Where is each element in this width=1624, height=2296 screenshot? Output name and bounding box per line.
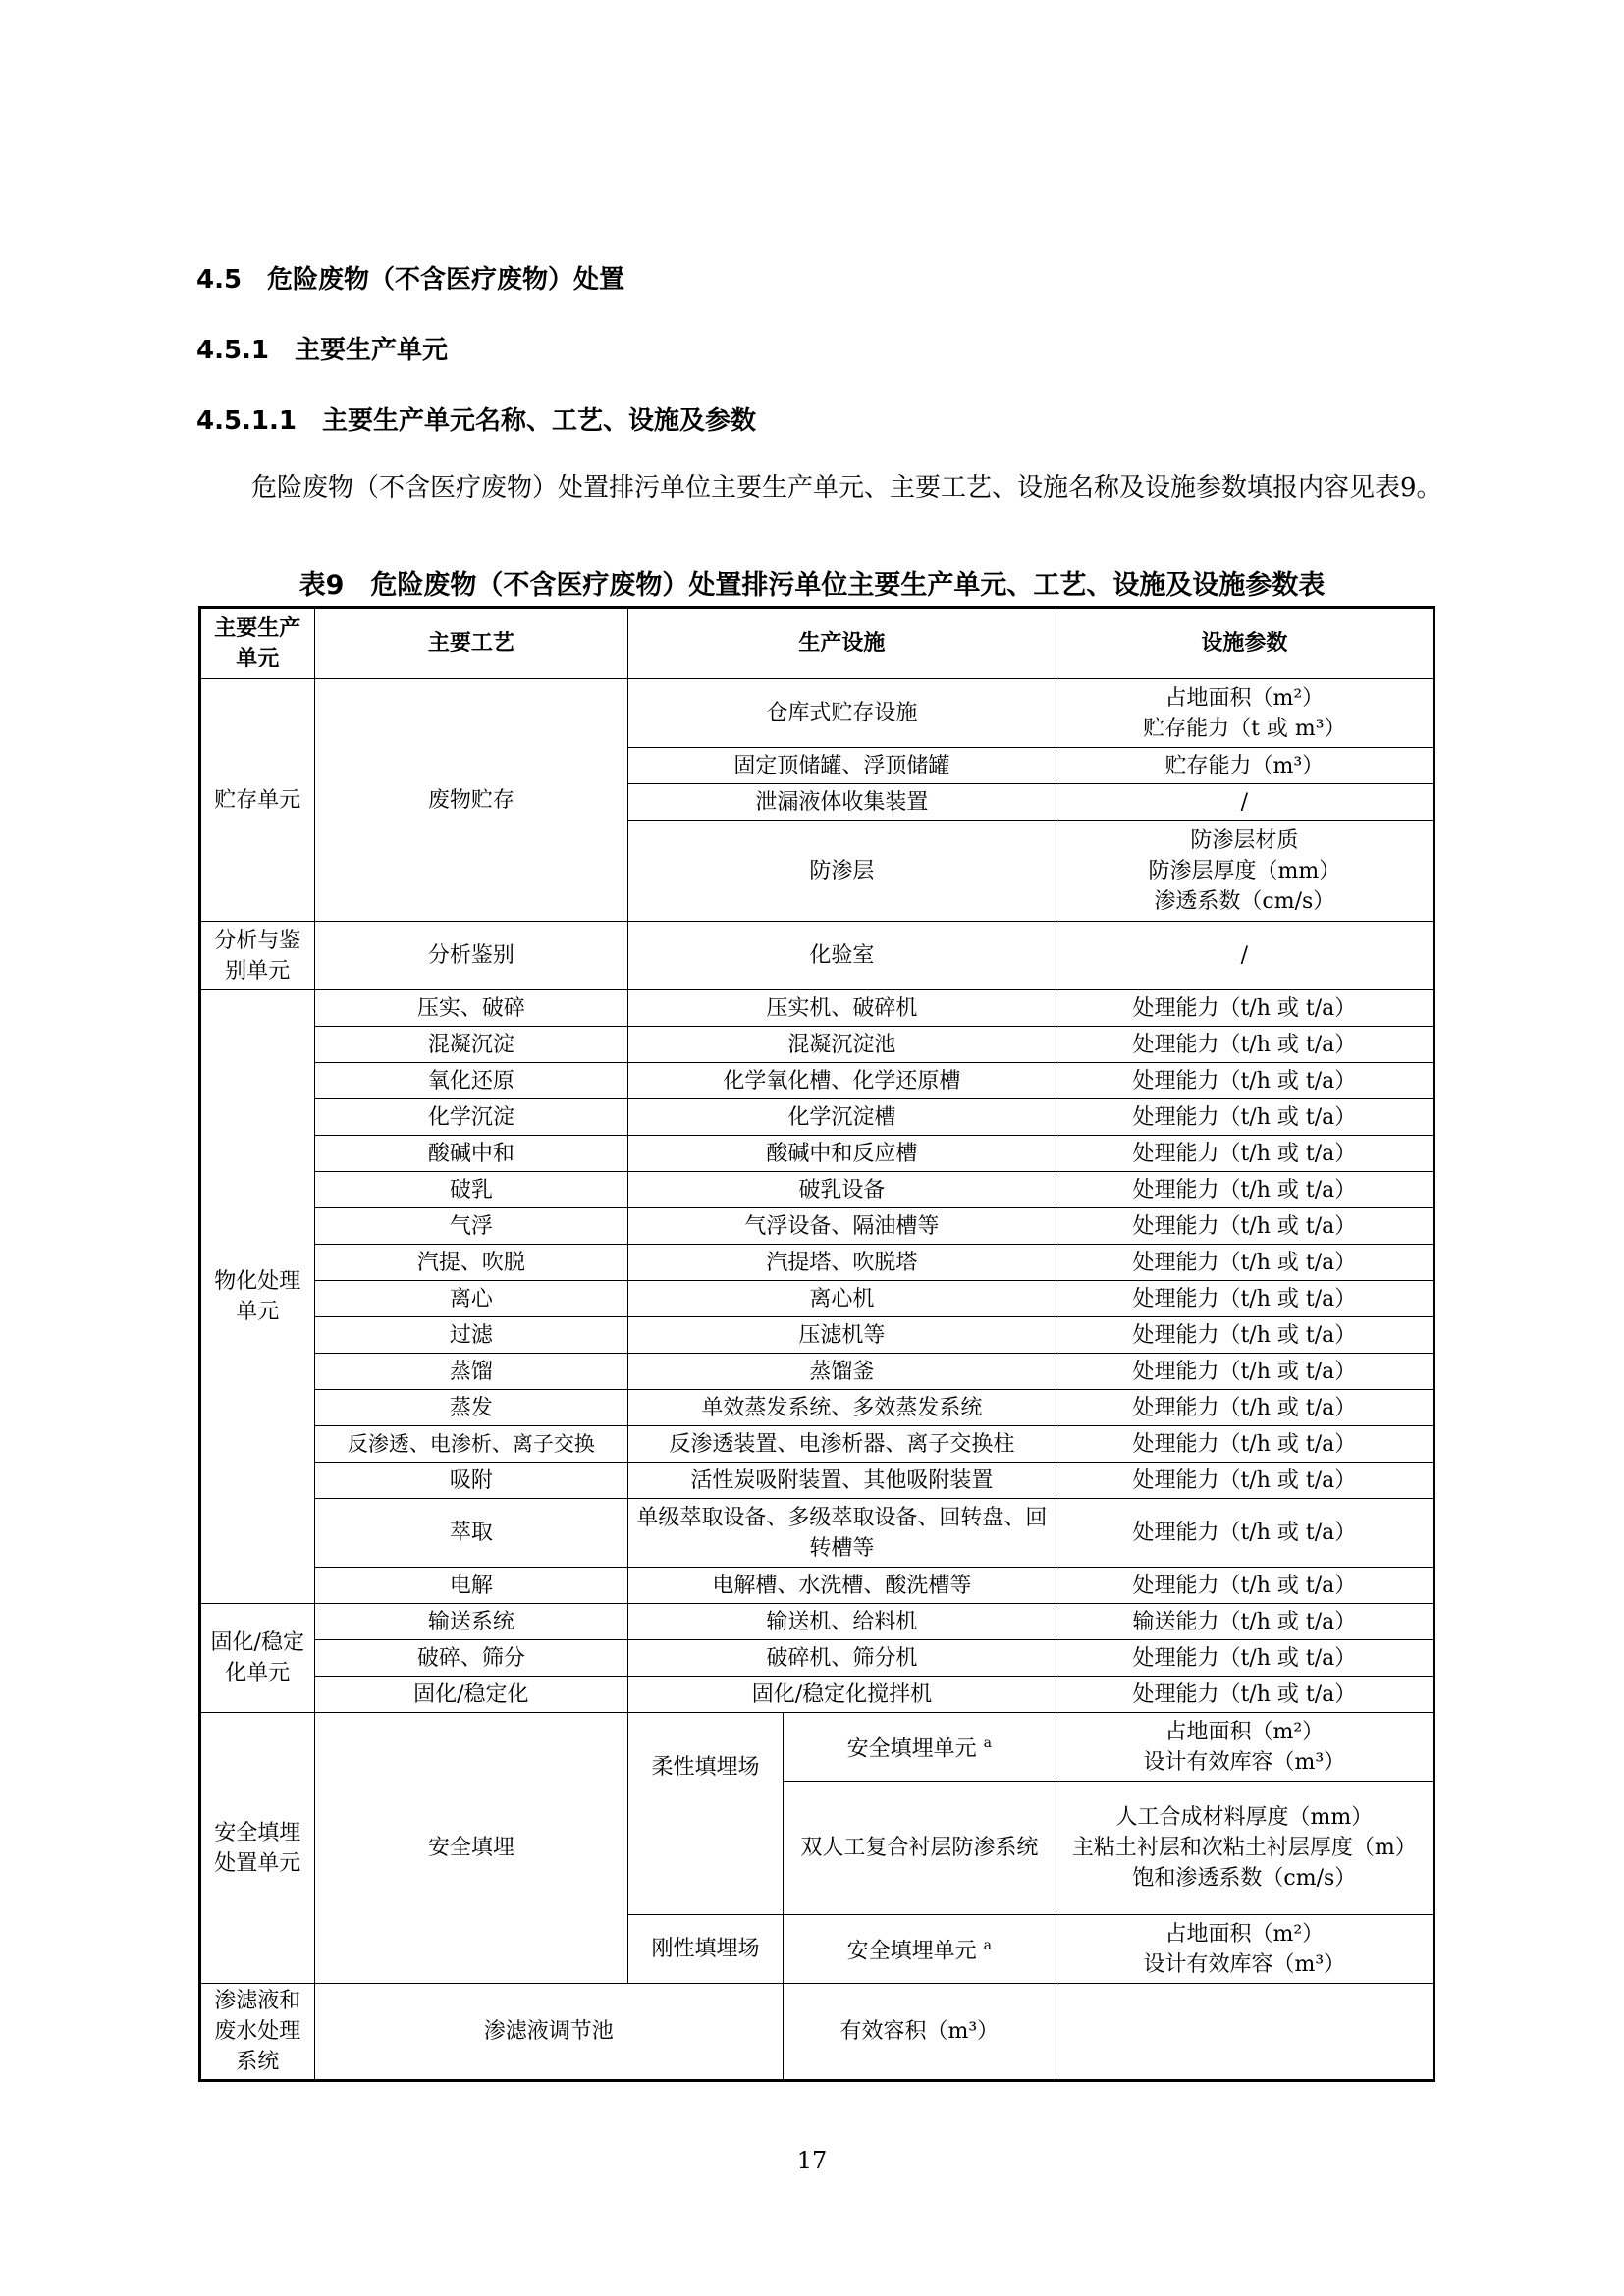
flexible-landfill-cell: 柔性填埋场 bbox=[628, 1713, 784, 1915]
page-number: 17 bbox=[796, 2147, 828, 2174]
process-cell: 化学沉淀 bbox=[314, 1099, 628, 1136]
header-params: 设施参数 bbox=[1056, 608, 1434, 679]
table-row bbox=[200, 1713, 1435, 1782]
process-cell: 蒸发 bbox=[314, 1390, 628, 1426]
header-facility: 生产设施 bbox=[628, 608, 1056, 679]
params-cell: 输送能力（t/h 或 t/a） bbox=[1056, 1604, 1434, 1640]
params-cell: 处理能力（t/h 或 t/a） bbox=[1056, 1426, 1434, 1463]
section-heading-4-5: 4.5 危险废物（不含医疗废物）处置 bbox=[196, 265, 625, 294]
params-cell: 处理能力（t/h 或 t/a） bbox=[1056, 1172, 1434, 1208]
process-cell: 固化/稳定化 bbox=[314, 1677, 628, 1713]
table-row bbox=[200, 1172, 1435, 1208]
table-row bbox=[200, 1063, 1435, 1099]
table-row bbox=[200, 1984, 1435, 2081]
unit-cell: 物化处理单元 bbox=[200, 990, 315, 1604]
params-cell: 处理能力（t/h 或 t/a） bbox=[1056, 1463, 1434, 1499]
table-row bbox=[200, 1027, 1435, 1063]
params-cell: 人工合成材料厚度（mm） 主粘土衬层和次粘土衬层厚度（m） 饱和渗透系数（cm/s） bbox=[1056, 1782, 1434, 1915]
process-cell: 电解 bbox=[314, 1568, 628, 1604]
process-cell: 分析鉴别 bbox=[314, 922, 628, 990]
facility-cell: 蒸馏釜 bbox=[628, 1354, 1056, 1390]
params-cell: / bbox=[1056, 784, 1434, 821]
table-row bbox=[200, 1426, 1435, 1463]
process-cell: 酸碱中和 bbox=[314, 1136, 628, 1172]
table-row bbox=[200, 922, 1435, 990]
params-cell: 处理能力（t/h 或 t/a） bbox=[1056, 1136, 1434, 1172]
params-cell: 占地面积（m²） 设计有效库容（m³） bbox=[1056, 1713, 1434, 1782]
params-cell: / bbox=[1056, 922, 1434, 990]
process-cell: 氧化还原 bbox=[314, 1063, 628, 1099]
process-cell: 过滤 bbox=[314, 1317, 628, 1354]
params-cell: 处理能力（t/h 或 t/a） bbox=[1056, 1317, 1434, 1354]
params-cell: 处理能力（t/h 或 t/a） bbox=[1056, 1208, 1434, 1245]
table-row bbox=[200, 1604, 1435, 1640]
params-cell: 处理能力（t/h 或 t/a） bbox=[1056, 1245, 1434, 1281]
facility-cell: 活性炭吸附装置、其他吸附装置 bbox=[628, 1463, 1056, 1499]
params-cell: 处理能力（t/h 或 t/a） bbox=[1056, 1027, 1434, 1063]
table-row bbox=[200, 1317, 1435, 1354]
params-cell: 处理能力（t/h 或 t/a） bbox=[1056, 1281, 1434, 1317]
params-cell: 处理能力（t/h 或 t/a） bbox=[1056, 1390, 1434, 1426]
table-row bbox=[200, 679, 1435, 748]
params-cell: 处理能力（t/h 或 t/a） bbox=[1056, 1568, 1434, 1604]
process-cell: 混凝沉淀 bbox=[314, 1027, 628, 1063]
facility-cell: 压滤机等 bbox=[628, 1317, 1056, 1354]
process-cell: 萃取 bbox=[314, 1499, 628, 1568]
params-cell: 有效容积（m³） bbox=[783, 1984, 1056, 2081]
facility-cell: 防渗层 bbox=[628, 821, 1056, 922]
facility-cell: 安全填埋单元 $^a$ bbox=[783, 1713, 1056, 1782]
process-cell: 压实、破碎 bbox=[314, 990, 628, 1027]
table-caption: 表9 危险废物（不含医疗废物）处置排污单位主要生产单元、工艺、设施及设施参数表 bbox=[298, 570, 1326, 601]
unit-cell: 固化/稳定化单元 bbox=[200, 1604, 315, 1713]
params-cell: 防渗层材质 防渗层厚度（mm） 渗透系数（cm/s） bbox=[1056, 821, 1434, 922]
facility-cell: 电解槽、水洗槽、酸洗槽等 bbox=[628, 1568, 1056, 1604]
facility-cell: 气浮设备、隔油槽等 bbox=[628, 1208, 1056, 1245]
facility-cell: 双人工复合衬层防渗系统 bbox=[783, 1782, 1056, 1915]
table-row bbox=[200, 1568, 1435, 1604]
process-cell: 气浮 bbox=[314, 1208, 628, 1245]
table-row bbox=[200, 1499, 1435, 1568]
facility-cell: 破碎机、筛分机 bbox=[628, 1640, 1056, 1677]
facility-cell: 化验室 bbox=[628, 922, 1056, 990]
facility-cell: 汽提塔、吹脱塔 bbox=[628, 1245, 1056, 1281]
process-cell: 汽提、吹脱 bbox=[314, 1245, 628, 1281]
process-cell: 反渗透、电渗析、离子交换 bbox=[314, 1426, 628, 1463]
params-cell: 处理能力（t/h 或 t/a） bbox=[1056, 1099, 1434, 1136]
process-cell: 蒸馏 bbox=[314, 1354, 628, 1390]
facility-cell: 化学沉淀槽 bbox=[628, 1099, 1056, 1136]
facility-cell: 化学氧化槽、化学还原槽 bbox=[628, 1063, 1056, 1099]
process-cell: 安全填埋 bbox=[314, 1713, 628, 1984]
process-cell: 离心 bbox=[314, 1281, 628, 1317]
facility-cell: 仓库式贮存设施 bbox=[628, 679, 1056, 748]
process-cell: 破碎、筛分 bbox=[314, 1640, 628, 1677]
table-row bbox=[200, 1463, 1435, 1499]
params-cell: 处理能力（t/h 或 t/a） bbox=[1056, 1640, 1434, 1677]
facility-cell: 渗滤液调节池 bbox=[314, 1984, 783, 2081]
table-row bbox=[200, 1136, 1435, 1172]
table-row bbox=[200, 1390, 1435, 1426]
params-cell: 处理能力（t/h 或 t/a） bbox=[1056, 1499, 1434, 1568]
params-cell: 处理能力（t/h 或 t/a） bbox=[1056, 990, 1434, 1027]
params-cell: 占地面积（m²） 贮存能力（t 或 m³） bbox=[1056, 679, 1434, 748]
table-row bbox=[200, 1281, 1435, 1317]
footnote-mark: a bbox=[983, 1735, 993, 1752]
unit-cell: 贮存单元 bbox=[200, 679, 315, 922]
process-cell: 废物贮存 bbox=[314, 679, 628, 922]
footnote-mark: a bbox=[983, 1938, 993, 1954]
rigid-landfill-cell: 刚性填埋场 bbox=[628, 1915, 784, 1984]
params-cell: 占地面积（m²） 设计有效库容（m³） bbox=[1056, 1915, 1434, 1984]
facility-cell: 破乳设备 bbox=[628, 1172, 1056, 1208]
table-row bbox=[200, 990, 1435, 1027]
intro-paragraph: 危险废物（不含医疗废物）处置排污单位主要生产单元、主要工艺、设施名称及设施参数填报内容见表9。 bbox=[251, 473, 1442, 503]
table-row bbox=[200, 1245, 1435, 1281]
params-cell: 贮存能力（m³） bbox=[1056, 748, 1434, 784]
facility-parameter-table bbox=[198, 606, 1435, 2082]
process-cell: 渗滤液和废水处理系统 bbox=[200, 1984, 315, 2081]
process-cell: 吸附 bbox=[314, 1463, 628, 1499]
table-row bbox=[200, 1099, 1435, 1136]
header-process: 主要工艺 bbox=[314, 608, 628, 679]
facility-cell: 单级萃取设备、多级萃取设备、回转盘、回转槽等 bbox=[628, 1499, 1056, 1568]
params-cell: 处理能力（t/h 或 t/a） bbox=[1056, 1063, 1434, 1099]
table-row bbox=[200, 1640, 1435, 1677]
facility-cell: 输送机、给料机 bbox=[628, 1604, 1056, 1640]
table-row bbox=[200, 1677, 1435, 1713]
facility-cell: 酸碱中和反应槽 bbox=[628, 1136, 1056, 1172]
facility-cell: 反渗透装置、电渗析器、离子交换柱 bbox=[628, 1426, 1056, 1463]
table-row bbox=[200, 1354, 1435, 1390]
params-cell: 处理能力（t/h 或 t/a） bbox=[1056, 1354, 1434, 1390]
section-heading-4-5-1: 4.5.1 主要生产单元 bbox=[196, 336, 449, 365]
header-unit: 主要生产单元 bbox=[200, 608, 315, 679]
facility-cell: 压实机、破碎机 bbox=[628, 990, 1056, 1027]
facility-cell: 混凝沉淀池 bbox=[628, 1027, 1056, 1063]
unit-cell: 分析与鉴别单元 bbox=[200, 922, 315, 990]
table-row bbox=[200, 1208, 1435, 1245]
facility-cell: 单效蒸发系统、多效蒸发系统 bbox=[628, 1390, 1056, 1426]
table-header-row bbox=[200, 608, 1435, 679]
process-cell: 破乳 bbox=[314, 1172, 628, 1208]
process-cell: 输送系统 bbox=[314, 1604, 628, 1640]
section-heading-4-5-1-1: 4.5.1.1 主要生产单元名称、工艺、设施及参数 bbox=[196, 406, 756, 436]
facility-cell: 泄漏液体收集装置 bbox=[628, 784, 1056, 821]
facility-cell: 安全填埋单元 $^a$ bbox=[783, 1915, 1056, 1984]
unit-cell: 安全填埋处置单元 bbox=[200, 1713, 315, 1984]
facility-cell: 离心机 bbox=[628, 1281, 1056, 1317]
facility-cell: 固定顶储罐、浮顶储罐 bbox=[628, 748, 1056, 784]
params-cell: 处理能力（t/h 或 t/a） bbox=[1056, 1677, 1434, 1713]
facility-cell: 固化/稳定化搅拌机 bbox=[628, 1677, 1056, 1713]
